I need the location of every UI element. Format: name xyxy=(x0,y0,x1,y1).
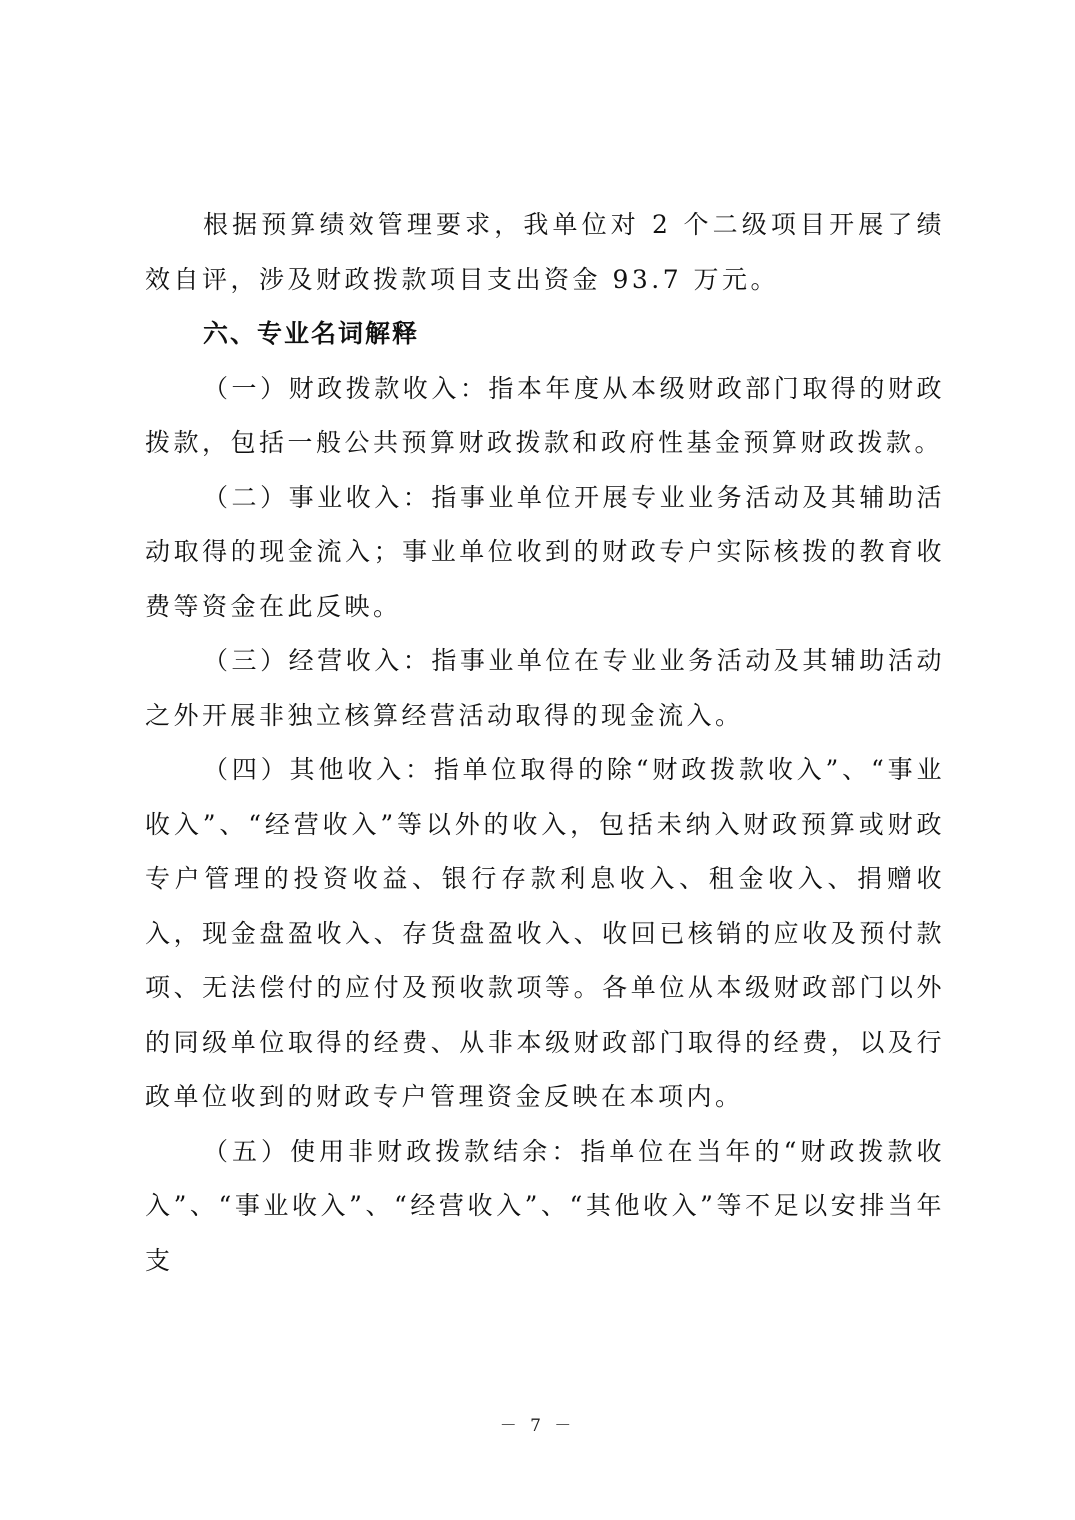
section-heading-terms: 六、专业名词解释 xyxy=(203,319,420,348)
page-number: － 7 － xyxy=(499,1416,576,1436)
paragraph-performance-eval: 根据预算绩效管理要求，我单位对 2 个二级项目开展了绩效自评，涉及财政拨款项目支出资金 93.7 万元。 xyxy=(145,210,945,294)
paragraph-business-income: （二）事业收入：指事业单位开展专业业务活动及其辅助活动取得的现金流入；事业单位收到的财政专户实际核拨的教育收费等资金在此反映。 xyxy=(145,482,945,621)
document-body xyxy=(145,198,945,1288)
paragraph-non-fiscal-balance: （五）使用非财政拨款结余：指单位在当年的“财政拨款收入”、“事业收入”、“经营收入”、“其他收入”等不足以安排当年支 xyxy=(145,1136,945,1275)
paragraph-fiscal-appropriation-income: （一）财政拨款收入：指本年度从本级财政部门取得的财政拨款，包括一般公共预算财政拨款和政府性基金预算财政拨款。 xyxy=(145,373,945,457)
paragraph-operating-income: （三）经营收入：指事业单位在专业业务活动及其辅助活动之外开展非独立核算经营活动取得的现金流入。 xyxy=(145,646,945,730)
paragraph-other-income: （四）其他收入：指单位取得的除“财政拨款收入”、“事业收入”、“经营收入”等以外的收入，包括未纳入财政预算或财政专户管理的投资收益、银行存款利息收入、租金收入、捐赠收入，现金盘盈收入、存货盘盈收入、收回已核销的应收及预付款项、无法偿付的应付及预收款项等。各单位从本级财政部门以外的同级单位取得的经费、从非本级财政部门取得的经费，以及行政单位收到的财政专户管理资金反映在本项内。 xyxy=(145,755,945,1111)
